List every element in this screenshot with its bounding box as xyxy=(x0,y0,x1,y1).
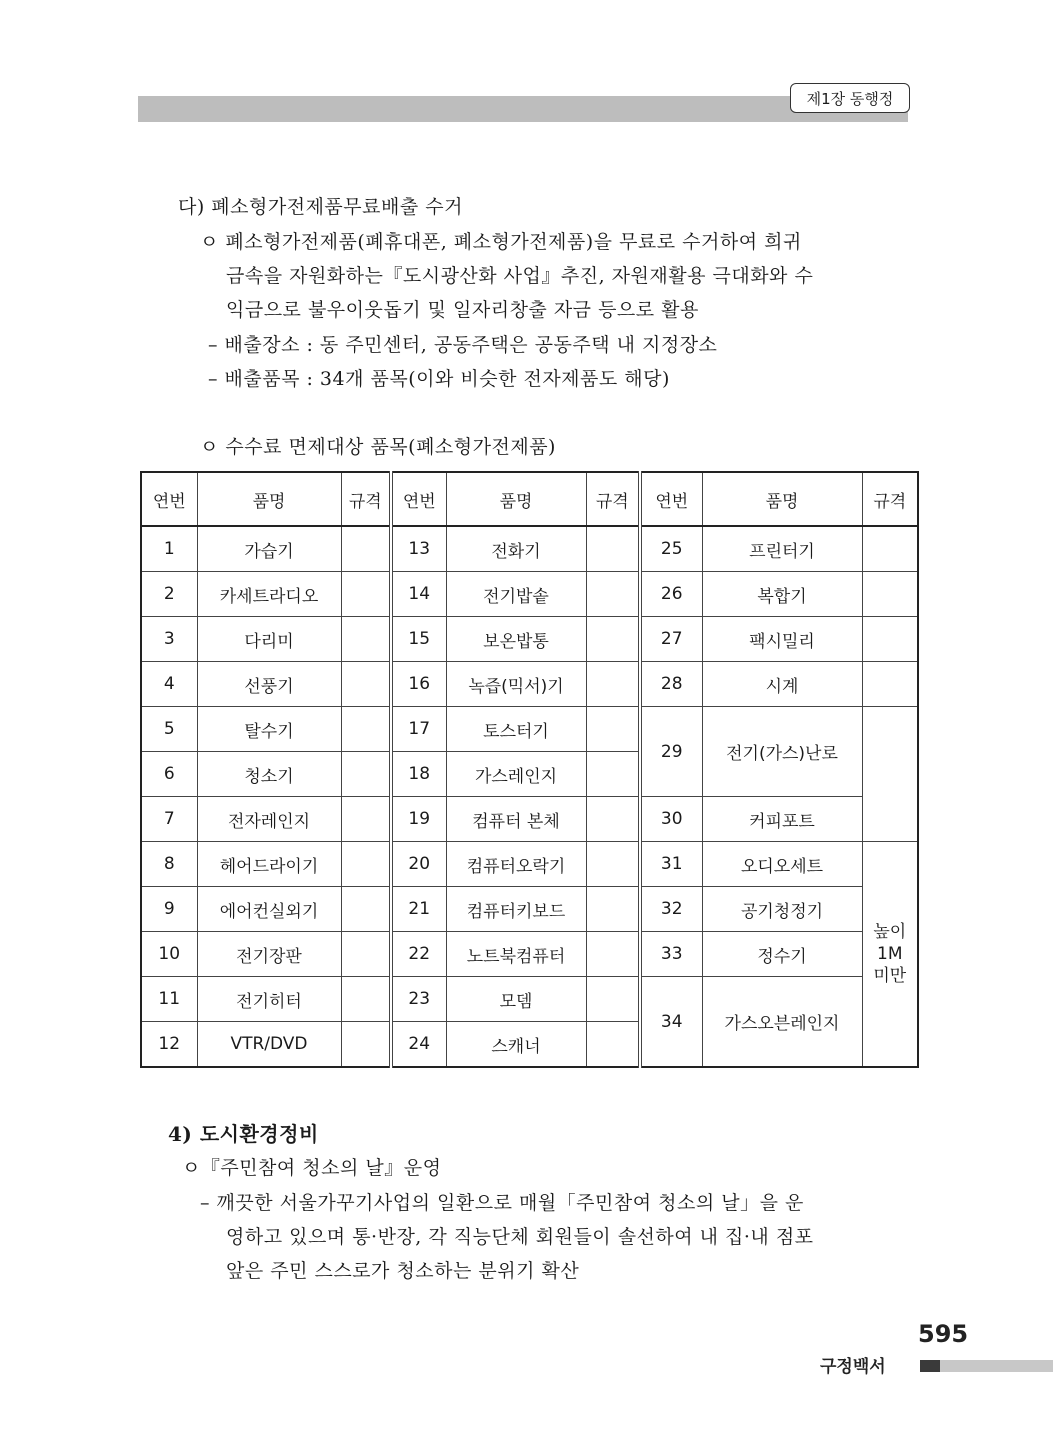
cell-no: 24 xyxy=(391,1022,446,1068)
cell-no: 11 xyxy=(141,977,197,1022)
cell-name: 컴퓨터 본체 xyxy=(446,797,586,842)
cell-name: 가습기 xyxy=(197,526,341,572)
table-row xyxy=(141,977,918,1022)
cell-spec xyxy=(586,707,640,752)
cell-spec xyxy=(341,707,391,752)
cell-name: 스캐너 xyxy=(446,1022,586,1068)
cell-name: 프린터기 xyxy=(702,526,862,572)
cell-name: 토스터기 xyxy=(446,707,586,752)
cell-spec xyxy=(586,617,640,662)
cell-no: 17 xyxy=(391,707,446,752)
cell-no: 2 xyxy=(141,572,197,617)
col-header-spec: 규격 xyxy=(862,472,918,526)
cell-spec xyxy=(341,887,391,932)
section-4-dash-line-2: 영하고 있으며 통·반장, 각 직능단체 회원들이 솔선하여 내 집·내 점포 xyxy=(226,1226,814,1248)
table-row xyxy=(141,707,918,752)
cell-name: 청소기 xyxy=(197,752,341,797)
cell-name: 전화기 xyxy=(446,526,586,572)
cell-no: 26 xyxy=(640,572,702,617)
cell-no: 16 xyxy=(391,662,446,707)
cell-name: 에어컨실외기 xyxy=(197,887,341,932)
cell-no: 13 xyxy=(391,526,446,572)
cell-no: 31 xyxy=(640,842,702,887)
cell-spec xyxy=(862,662,918,707)
cell-name: 전기장판 xyxy=(197,932,341,977)
table-row xyxy=(141,617,918,662)
cell-name: 모뎀 xyxy=(446,977,586,1022)
cell-name: 커피포트 xyxy=(702,797,862,842)
height-note-line-1: 높이 xyxy=(873,922,907,942)
exempt-items-table xyxy=(140,471,919,1068)
cell-name: 헤어드라이기 xyxy=(197,842,341,887)
cell-no: 7 xyxy=(141,797,197,842)
section-4-dash-line-3: 앞은 주민 스스로가 청소하는 분위기 확산 xyxy=(226,1260,580,1282)
cell-no: 6 xyxy=(141,752,197,797)
cell-no: 22 xyxy=(391,932,446,977)
section-c-bullet-line-1: ㅇ 폐소형가전제품(폐휴대폰, 폐소형가전제품)을 무료로 수거하여 희귀 xyxy=(200,231,802,253)
cell-name: 컴퓨터오락기 xyxy=(446,842,586,887)
cell-no: 15 xyxy=(391,617,446,662)
cell-no: 34 xyxy=(640,977,702,1068)
disposal-location-line: – 배출장소 : 동 주민센터, 공동주택은 공동주택 내 지정장소 xyxy=(208,334,718,356)
cell-no: 25 xyxy=(640,526,702,572)
section-4-bullet: ㅇ『주민참여 청소의 날』운영 xyxy=(182,1157,442,1179)
cell-no: 1 xyxy=(141,526,197,572)
cell-no: 4 xyxy=(141,662,197,707)
cell-no: 8 xyxy=(141,842,197,887)
cell-spec xyxy=(341,932,391,977)
col-header-spec: 규격 xyxy=(341,472,391,526)
cell-name: 선풍기 xyxy=(197,662,341,707)
footer-bar xyxy=(940,1360,1053,1372)
cell-name: 전기(가스)난로 xyxy=(702,707,862,797)
cell-name: 오디오세트 xyxy=(702,842,862,887)
cell-spec xyxy=(586,797,640,842)
cell-no: 10 xyxy=(141,932,197,977)
cell-spec xyxy=(341,1022,391,1068)
cell-no: 30 xyxy=(640,797,702,842)
cell-name: 카세트라디오 xyxy=(197,572,341,617)
cell-no: 12 xyxy=(141,1022,197,1068)
cell-spec xyxy=(341,526,391,572)
cell-spec xyxy=(862,707,918,842)
col-header-no: 연번 xyxy=(640,472,702,526)
cell-name: 탈수기 xyxy=(197,707,341,752)
cell-no: 23 xyxy=(391,977,446,1022)
cell-name: 녹즙(믹서)기 xyxy=(446,662,586,707)
section-c-bullet-line-2: 금속을 자원화하는『도시광산화 사업』추진, 자원재활용 극대화와 수 xyxy=(226,265,814,287)
cell-spec xyxy=(586,662,640,707)
cell-spec xyxy=(586,572,640,617)
col-header-no: 연번 xyxy=(141,472,197,526)
cell-spec xyxy=(341,752,391,797)
section-4-dash-line-1: – 깨끗한 서울가꾸기사업의 일환으로 매월「주민참여 청소의 날」을 운 xyxy=(200,1192,804,1214)
cell-name: 다리미 xyxy=(197,617,341,662)
cell-spec xyxy=(586,1022,640,1068)
page-number: 595 xyxy=(918,1320,969,1348)
cell-spec xyxy=(586,752,640,797)
cell-no: 19 xyxy=(391,797,446,842)
cell-spec xyxy=(341,977,391,1022)
col-header-spec: 규격 xyxy=(586,472,640,526)
cell-name: 팩시밀리 xyxy=(702,617,862,662)
cell-name: 컴퓨터키보드 xyxy=(446,887,586,932)
cell-no: 5 xyxy=(141,707,197,752)
cell-no: 21 xyxy=(391,887,446,932)
cell-name: 시계 xyxy=(702,662,862,707)
height-note-line-3: 미만 xyxy=(873,966,907,986)
cell-spec xyxy=(586,842,640,887)
cell-name: 노트북컴퓨터 xyxy=(446,932,586,977)
cell-name: 전자레인지 xyxy=(197,797,341,842)
book-title: 구정백서 xyxy=(820,1357,886,1377)
cell-no: 18 xyxy=(391,752,446,797)
cell-name: 전기히터 xyxy=(197,977,341,1022)
cell-name: VTR/DVD xyxy=(197,1022,341,1068)
cell-no: 20 xyxy=(391,842,446,887)
cell-spec xyxy=(341,617,391,662)
cell-spec xyxy=(341,842,391,887)
table-caption: ㅇ 수수료 면제대상 품목(폐소형가전제품) xyxy=(200,436,556,458)
cell-spec xyxy=(586,932,640,977)
cell-no: 14 xyxy=(391,572,446,617)
table-row xyxy=(141,842,918,887)
cell-spec xyxy=(341,662,391,707)
cell-name: 공기청정기 xyxy=(702,887,862,932)
table-row xyxy=(141,662,918,707)
cell-no: 3 xyxy=(141,617,197,662)
cell-name: 정수기 xyxy=(702,932,862,977)
cell-spec xyxy=(862,617,918,662)
col-header-name: 품명 xyxy=(197,472,341,526)
cell-no: 33 xyxy=(640,932,702,977)
cell-no: 9 xyxy=(141,887,197,932)
cell-name: 가스레인지 xyxy=(446,752,586,797)
cell-spec xyxy=(862,526,918,572)
table-row xyxy=(141,887,918,932)
table-row xyxy=(141,797,918,842)
table-header-row xyxy=(141,472,918,526)
cell-name: 보온밥통 xyxy=(446,617,586,662)
section-4-heading: 4) 도시환경정비 xyxy=(168,1122,319,1146)
table-row xyxy=(141,932,918,977)
disposal-items-line: – 배출품목 : 34개 품목(이와 비슷한 전자제품도 해당) xyxy=(208,368,670,390)
cell-spec xyxy=(862,572,918,617)
height-note-line-2: 1M xyxy=(877,944,903,964)
table-row xyxy=(141,572,918,617)
cell-spec xyxy=(586,977,640,1022)
chapter-label: 제1장 동행정 xyxy=(790,83,910,113)
col-header-no: 연번 xyxy=(391,472,446,526)
cell-name: 가스오븐레인지 xyxy=(702,977,862,1068)
cell-spec xyxy=(586,887,640,932)
section-c-heading: 다) 폐소형가전제품무료배출 수거 xyxy=(178,196,463,218)
cell-no: 27 xyxy=(640,617,702,662)
table-row xyxy=(141,526,918,572)
col-header-name: 품명 xyxy=(446,472,586,526)
col-header-name: 품명 xyxy=(702,472,862,526)
cell-spec-height-note xyxy=(862,842,918,1068)
cell-no: 32 xyxy=(640,887,702,932)
cell-name: 복합기 xyxy=(702,572,862,617)
cell-spec xyxy=(341,797,391,842)
cell-name: 전기밥솥 xyxy=(446,572,586,617)
cell-spec xyxy=(586,526,640,572)
section-c-bullet-line-3: 익금으로 불우이웃돕기 및 일자리창출 자금 등으로 활용 xyxy=(226,299,699,321)
cell-no: 29 xyxy=(640,707,702,797)
footer-accent-block xyxy=(920,1360,940,1372)
cell-no: 28 xyxy=(640,662,702,707)
cell-spec xyxy=(341,572,391,617)
